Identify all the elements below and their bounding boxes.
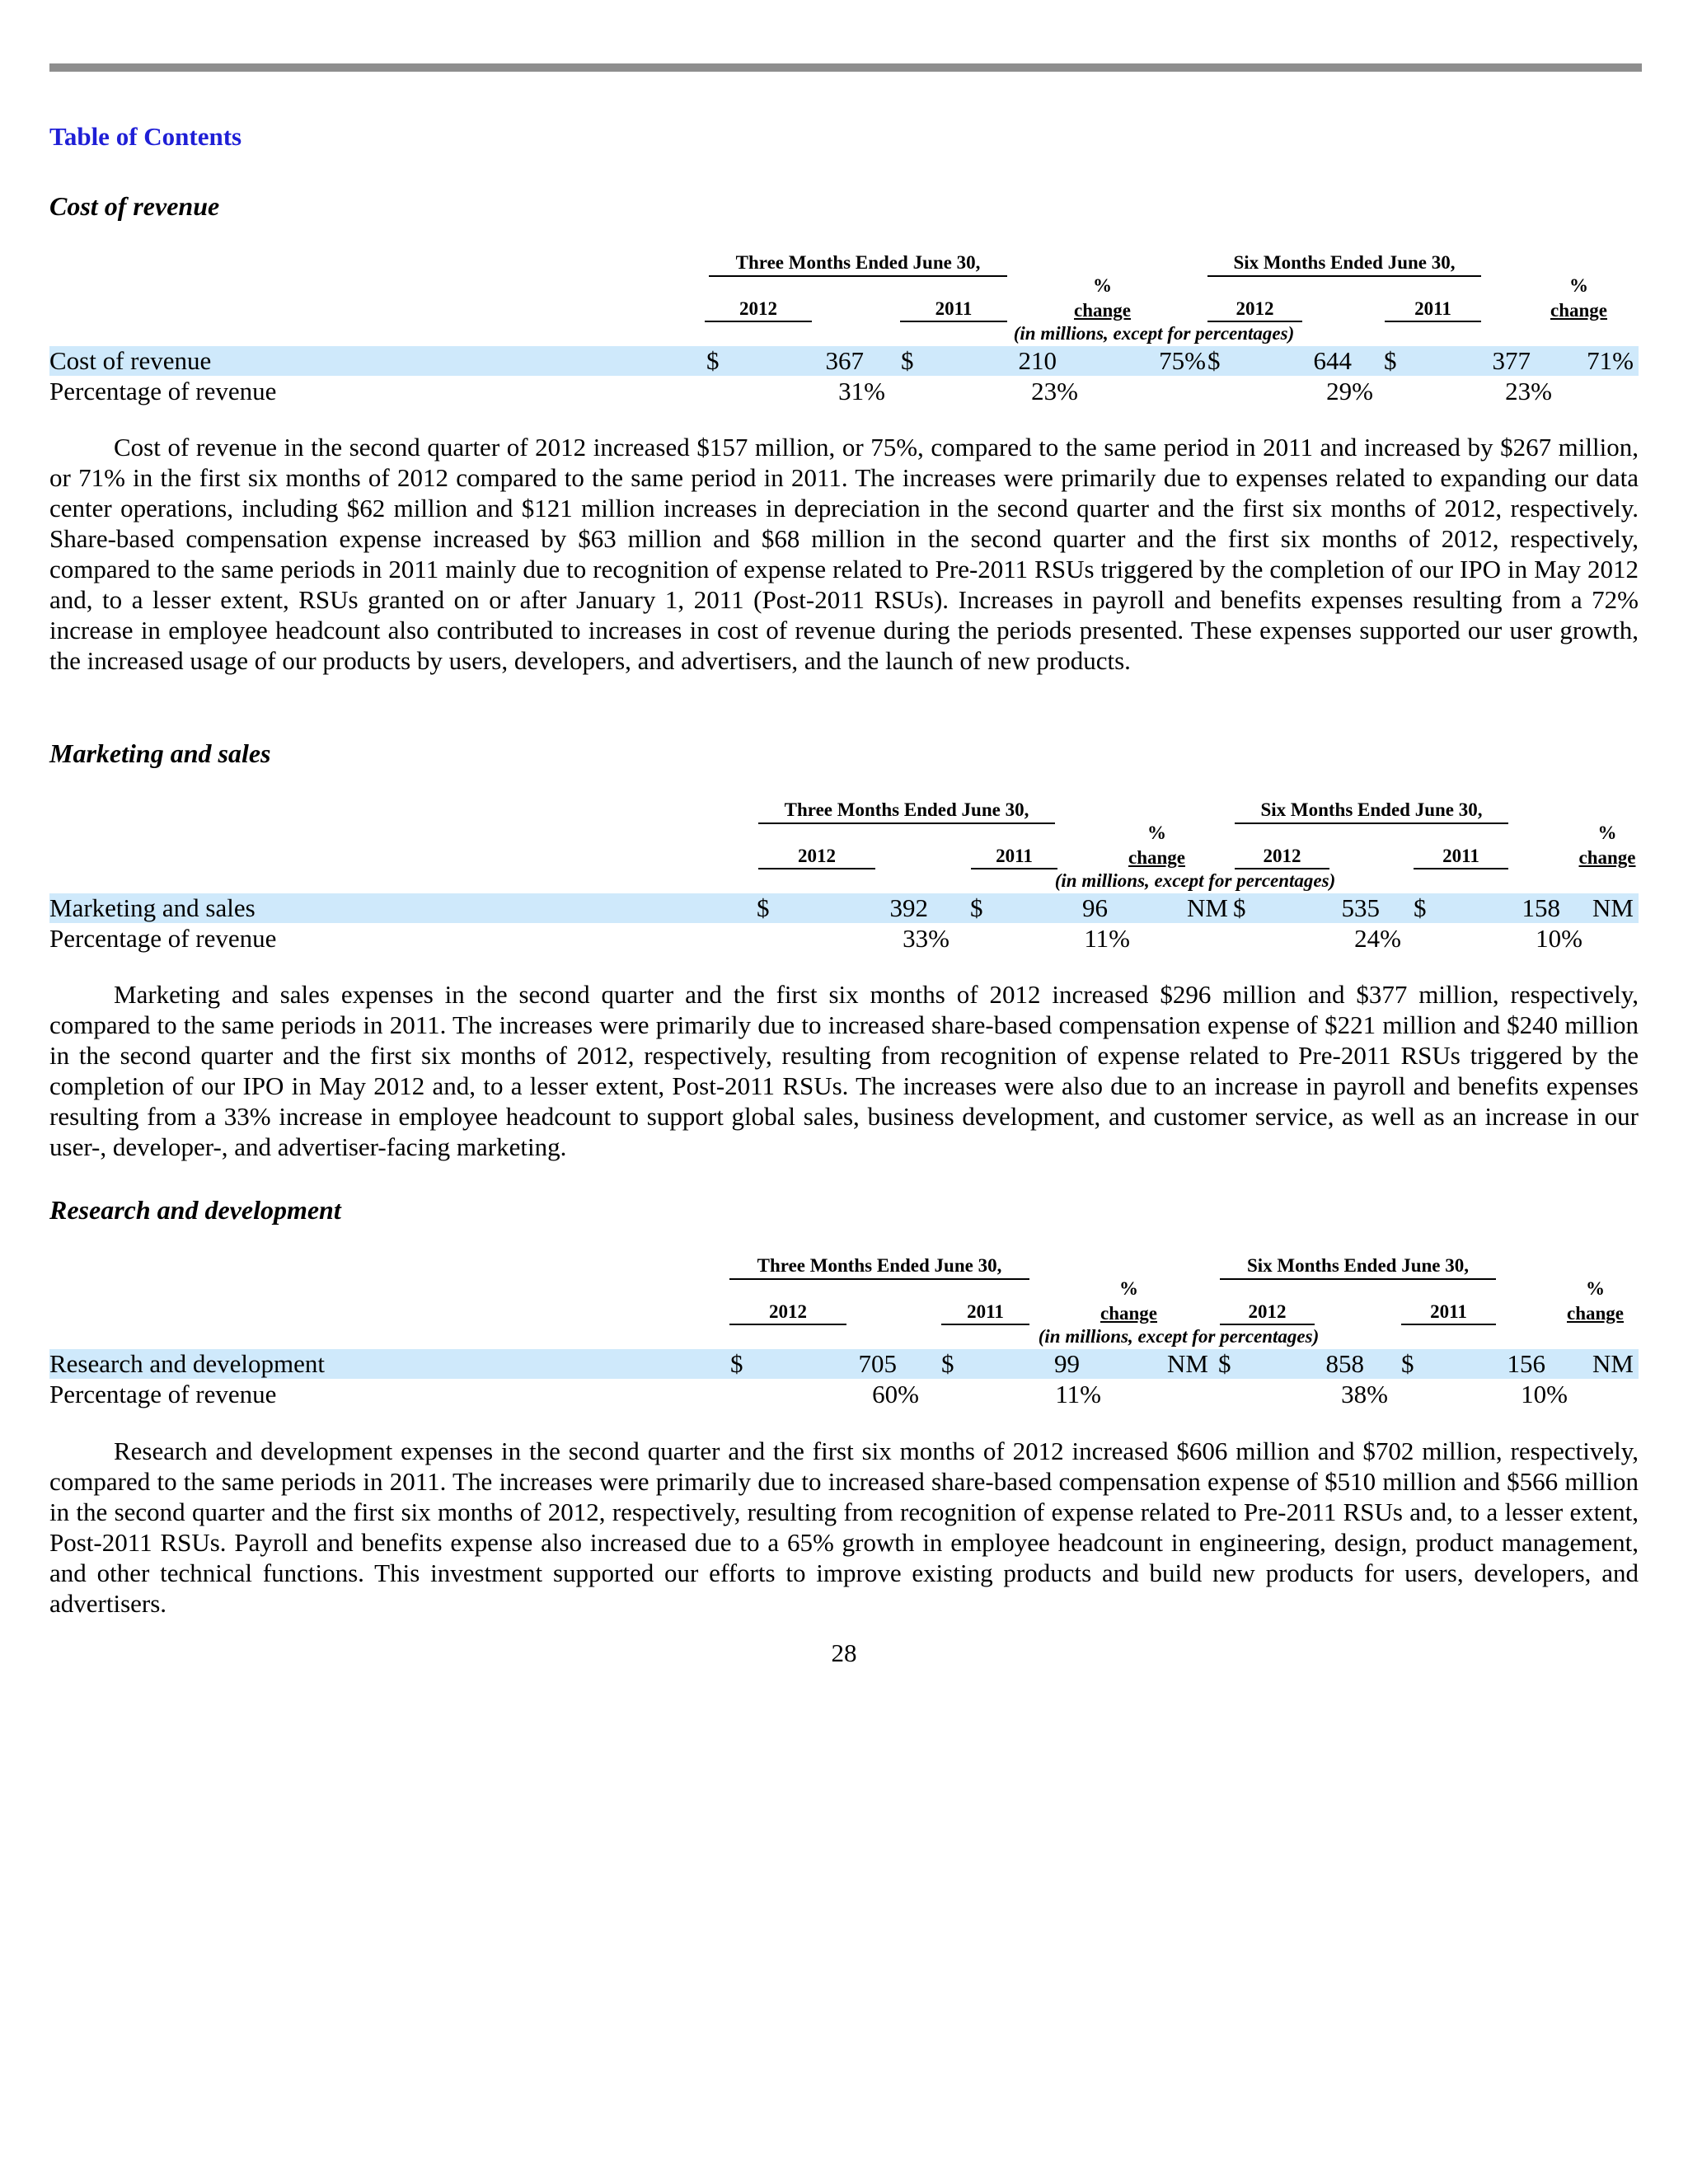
section-title: Research and development: [49, 1195, 341, 1225]
value-s-change: 71%: [1587, 346, 1634, 375]
table-row: [49, 1349, 1639, 1379]
currency-symbol: $: [1414, 893, 1427, 922]
header-three-months: Three Months Ended June 30,: [729, 1255, 1029, 1280]
value-q-change: 75%: [1159, 346, 1206, 375]
value-q2012: 367: [825, 346, 864, 375]
value-s2012: 535: [1341, 893, 1380, 922]
section-title: Cost of revenue: [49, 191, 220, 221]
value-s2012: 24%: [1354, 924, 1401, 953]
header-pct-change: % change: [1567, 1278, 1624, 1324]
body-paragraph: Research and development expenses in the second quarter and the first six months of 2012 increased $606 million and $702 million, respectively, compared to the same periods in 2011. The increases were primarily due to increased share-based compensation expense of $510 million and $566 million in the second quarter and the first six months of 2012, respectively, resulting from recognition of expense related to Pre-2011 RSUs and, to a lesser extent, Post-2011 RSUs. Payroll and benefits expense also increased due to a 65% growth in employee headcount in engineering, design, product management, and other technical functions. This investment supported our efforts to improve existing products and build new products for users, developers, and advertisers.: [49, 1436, 1639, 1618]
value-q2012: 60%: [872, 1380, 919, 1408]
value-q2012: 33%: [903, 924, 950, 953]
value-s2012: 644: [1313, 346, 1352, 375]
header-pct-change: % change: [1074, 275, 1131, 321]
units-note: (in millions, except for percentages): [1013, 323, 1295, 344]
currency-symbol: $: [1218, 1349, 1231, 1378]
body-paragraph: Marketing and sales expenses in the second quarter and the first six months of 2012 increased $296 million and $377 million, respectively, compared to the same periods in 2011. The increases were primarily due to increased share-based compensation expense of $221 million and $240 million in the second quarter and the first six months of 2012, respectively, resulting from recognition of expense related to Pre-2011 RSUs triggered by the completion of our IPO in May 2012 and, to a lesser extent, Post-2011 RSUs. The increases were also due to an increase in payroll and benefits expenses resulting from a 33% increase in employee headcount to support global sales, business development, and customer service, as well as an increase in our user-, developer-, and advertiser-facing marketing.: [49, 980, 1639, 1161]
header-year-2011: 2011: [941, 1301, 1029, 1325]
currency-symbol: $: [1233, 893, 1246, 922]
units-note: (in millions, except for percentages): [1054, 870, 1336, 891]
value-s2011: 158: [1522, 893, 1560, 922]
header-pct-change: % change: [1550, 275, 1607, 321]
header-pct-change: % change: [1128, 823, 1185, 868]
body-paragraph: Cost of revenue in the second quarter of 2012 increased $157 million, or 75%, compared to the same period in 2011 and increased by $267 million, or 71% in the first six months of 2012 compared to the same period in 2011. The increases were primarily due to expenses related to expanding our data center operations, including $62 million and $121 million increases in depreciation in the second quarter and the first six months of 2012, respectively. Share-based compensation expense increased by $63 million and $68 million in the second quarter and the first six months of 2012, respectively, compared to the same periods in 2011 mainly due to recognition of expense related to Pre-2011 RSUs triggered by the completion of our IPO in May 2012 and, to a lesser extent, RSUs granted on or after January 1, 2011 (Post-2011 RSUs). Increases in payroll and benefits expenses resulting from a 72% increase in employee headcount also contributed to increases in cost of revenue during the periods presented. These expenses supported our user growth, the increased usage of our products by users, developers, and advertisers, and the launch of new products.: [49, 433, 1639, 675]
units-note: (in millions, except for percentages): [1038, 1326, 1320, 1347]
value-q2011: 11%: [1055, 1380, 1101, 1408]
row-label: Percentage of revenue: [49, 1380, 277, 1408]
header-three-months: Three Months Ended June 30,: [709, 252, 1007, 277]
value-s2012: 29%: [1326, 377, 1373, 405]
table-row: [49, 1380, 1639, 1409]
value-q-change: NM: [1187, 893, 1228, 922]
currency-symbol: $: [1401, 1349, 1414, 1378]
value-q2012: 392: [889, 893, 928, 922]
header-year-2011: 2011: [971, 846, 1057, 869]
table-row: [49, 377, 1639, 406]
header-year-2012: 2012: [758, 846, 875, 869]
value-s2012: 858: [1325, 1349, 1364, 1378]
header-year-2011: 2011: [1385, 298, 1481, 322]
value-q2011: 210: [1018, 346, 1057, 375]
row-label: Percentage of revenue: [49, 924, 277, 953]
value-s2011: 377: [1492, 346, 1531, 375]
section-title: Marketing and sales: [49, 738, 271, 768]
value-q2011: 99: [1054, 1349, 1080, 1378]
value-s2011: 10%: [1536, 924, 1582, 953]
header-pct-change: % change: [1578, 823, 1636, 868]
header-year-2012: 2012: [729, 1301, 846, 1325]
header-year-2012: 2012: [1220, 1301, 1315, 1325]
currency-symbol: $: [941, 1349, 954, 1378]
value-q2011: 11%: [1084, 924, 1130, 953]
value-s2012: 38%: [1341, 1380, 1388, 1408]
table-row: [49, 893, 1639, 923]
value-s2011: 10%: [1521, 1380, 1568, 1408]
value-s2011: 156: [1507, 1349, 1545, 1378]
value-q2012: 705: [858, 1349, 897, 1378]
header-pct-change: % change: [1100, 1278, 1157, 1324]
header-six-months: Six Months Ended June 30,: [1235, 799, 1508, 824]
header-year-2011: 2011: [900, 298, 1007, 322]
currency-symbol: $: [757, 893, 770, 922]
value-s-change: NM: [1592, 1349, 1634, 1378]
value-q2012: 31%: [838, 377, 885, 405]
header-six-months: Six Months Ended June 30,: [1207, 252, 1481, 277]
row-label: Research and development: [49, 1349, 325, 1378]
currency-symbol: $: [706, 346, 720, 375]
value-s-change: NM: [1592, 893, 1634, 922]
header-three-months: Three Months Ended June 30,: [758, 799, 1055, 824]
row-label: Marketing and sales: [49, 893, 256, 922]
currency-symbol: $: [1384, 346, 1397, 375]
currency-symbol: $: [730, 1349, 743, 1378]
table-row: [49, 346, 1639, 376]
header-year-2012: 2012: [705, 298, 812, 322]
value-s2011: 23%: [1505, 377, 1552, 405]
row-label: Percentage of revenue: [49, 377, 277, 405]
header-year-2011: 2011: [1414, 846, 1508, 869]
currency-symbol: $: [970, 893, 983, 922]
header-six-months: Six Months Ended June 30,: [1220, 1255, 1496, 1280]
table-of-contents-link[interactable]: Table of Contents: [49, 122, 242, 151]
value-q-change: NM: [1167, 1349, 1208, 1378]
header-year-2011: 2011: [1401, 1301, 1496, 1325]
currency-symbol: $: [901, 346, 914, 375]
table-row: [49, 924, 1639, 954]
value-q2011: 23%: [1031, 377, 1078, 405]
top-rule: [49, 63, 1642, 72]
page-number: 28: [831, 1638, 857, 1667]
header-year-2012: 2012: [1235, 846, 1329, 869]
header-year-2012: 2012: [1207, 298, 1302, 322]
row-label: Cost of revenue: [49, 346, 212, 375]
currency-symbol: $: [1207, 346, 1221, 375]
value-q2011: 96: [1082, 893, 1108, 922]
